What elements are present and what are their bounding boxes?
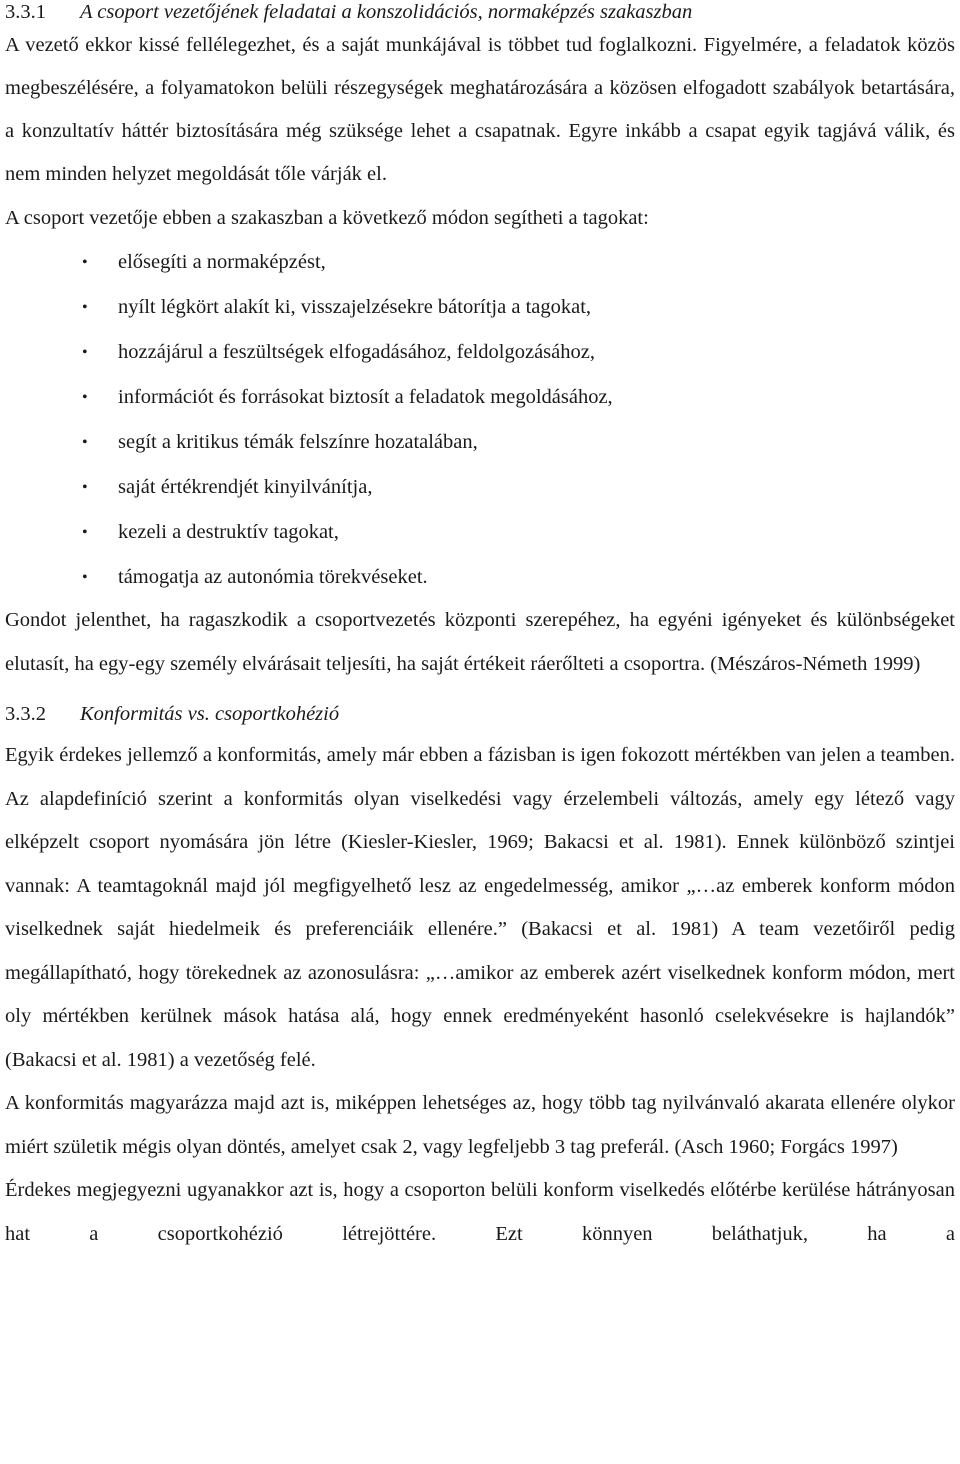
- bullet-icon: •: [82, 524, 88, 541]
- bullet-icon: •: [82, 344, 88, 361]
- list-item-text: nyílt légkört alakít ki, visszajelzésekre bátorítja a tagokat,: [118, 296, 592, 318]
- list-item: [5, 375, 955, 420]
- paragraph-cohesion: Érdekes megjegyezni ugyanakkor azt is, hogy a csoporton belüli konform viselkedés előtérbe kerülése hátrányosan hat a csoportkohézió létrejöttére. Ezt könnyen beláthatjuk, ha a: [5, 1179, 955, 1245]
- bullet-icon: •: [82, 479, 88, 496]
- list-item-text: információt és forrásokat biztosít a feladatok megoldásához,: [118, 386, 613, 408]
- list-intro: A csoport vezetője ebben a szakaszban a következő módon segítheti a tagokat:: [5, 207, 649, 229]
- bullet-icon: •: [82, 434, 88, 451]
- list-item: [5, 420, 955, 465]
- bullet-icon: •: [82, 569, 88, 586]
- section-heading-3-3-1: [5, 0, 955, 24]
- list-item-text: kezeli a destruktív tagokat,: [118, 521, 339, 543]
- section-title: A csoport vezetőjének feladatai a konszolidációs, normaképzés szakaszban: [80, 1, 693, 23]
- list-item-text: támogatja az autonómia törekvéseket.: [118, 566, 428, 588]
- section-heading-3-3-2: [5, 694, 955, 734]
- bullet-icon: •: [82, 389, 88, 406]
- document-page: [5, 0, 955, 1256]
- paragraph-leader-relief: A vezető ekkor kissé fellélegezhet, és a saját munkájával is többet tud foglalkozni. Figyelmére, a feladatok közös megbeszélésére, a folyamatokon belüli részegységek meghatározására a közösen elfogadott szabályok betartására, a konzultatív háttér biztosítására még szüksége lehet a csapatnak. Egyre inkább a csapat egyik tagjává válik, és nem minden helyzet megoldását tőle várják el.: [5, 34, 955, 185]
- list-item: [5, 330, 955, 375]
- list-item: [5, 465, 955, 510]
- list-item: [5, 285, 955, 330]
- section-number: 3.3.1: [5, 1, 46, 23]
- section-number: 3.3.2: [5, 703, 46, 725]
- list-item-text: hozzájárul a feszültségek elfogadásához, feldolgozásához,: [118, 341, 595, 363]
- paragraph-conformity-explains: A konformitás magyarázza majd azt is, miképpen lehetséges az, hogy több tag nyilvánvaló akarata ellenére olykor miért születik mégis olyan döntés, amelyet csak 2, vagy legfeljebb 3 tag preferál. (Asch 1960; Forgács 1997): [5, 1092, 955, 1158]
- list-item-text: saját értékrendjét kinyilvánítja,: [118, 476, 373, 498]
- paragraph-problems: Gondot jelenthet, ha ragaszkodik a csoportvezetés központi szerepéhez, ha egyéni igényeket és különbségeket elutasít, ha egy-egy személy elvárásait teljesíti, ha saját értékeit ráerőlteti a csoportra. (Mészáros-Németh 1999): [5, 609, 955, 675]
- list-item-text: elősegíti a normaképzést,: [118, 251, 326, 273]
- paragraph-conformity: Egyik érdekes jellemző a konformitás, amely már ebben a fázisban is igen fokozott mértékben van jelen a teamben. Az alapdefiníció szerint a konformitás olyan viselkedési vagy érzelembeli változás, amely egy létező vagy elképzelt csoport nyomására jön létre (Kiesler-Kiesler, 1969; Bakacsi et al. 1981). Ennek különböző szintjei vannak: A teamtagoknál majd jól megfigyelhető lesz az engedelmesség, amikor „…az emberek konform módon viselkednek saját hiedelmeik és preferenciáik ellenére.” (Bakacsi et al. 1981) A team vezetőiről pedig megállapítható, hogy törekednek az azonosulásra: „…amikor az emberek azért viselkednek konform módon, mert oly mértékben kerülnek mások hatása alá, hogy ennek eredményeként hasonló cselekvésekre is hajlandók” (Bakacsi et al. 1981) a vezetőség felé.: [5, 744, 955, 1071]
- list-item: [5, 240, 955, 285]
- section-title: Konformitás vs. csoportkohézió: [80, 703, 340, 725]
- bullet-icon: •: [82, 299, 88, 316]
- list-item: [5, 510, 955, 555]
- list-item: [5, 555, 955, 599]
- bullet-icon: •: [82, 254, 88, 271]
- list-item-text: segít a kritikus témák felszínre hozatalában,: [118, 431, 478, 453]
- leader-tasks-list: [5, 240, 955, 599]
